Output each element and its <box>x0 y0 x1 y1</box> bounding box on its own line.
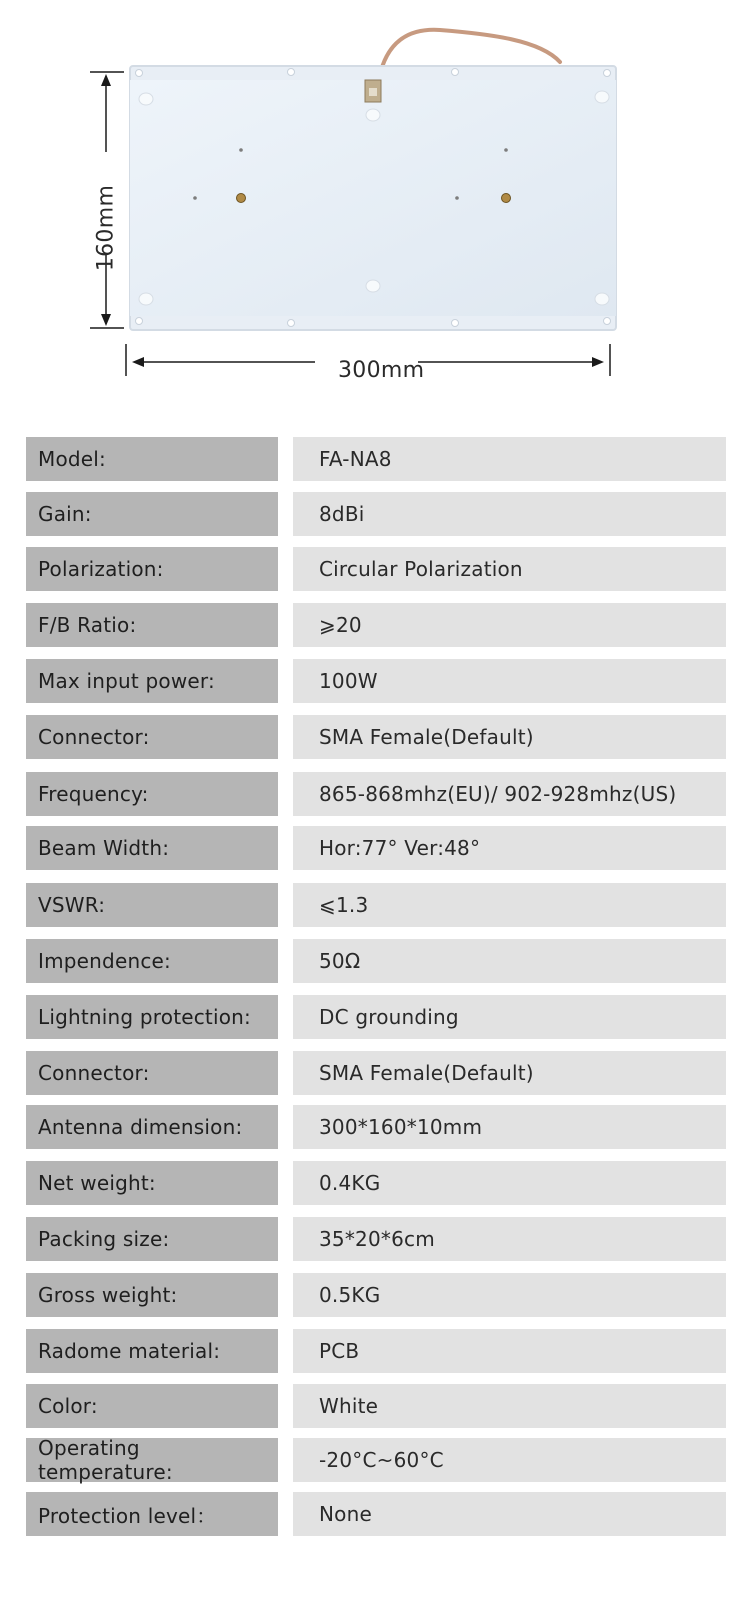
spec-label: Protection level： <box>26 1492 278 1536</box>
spec-row <box>26 547 726 591</box>
spec-row <box>26 1384 726 1428</box>
spec-row <box>26 492 726 536</box>
spec-label: Polarization: <box>26 547 278 591</box>
spec-value: PCB <box>293 1329 726 1373</box>
spec-label: Max input power: <box>26 659 278 703</box>
spec-row <box>26 437 726 481</box>
spec-label: Beam Width: <box>26 826 278 870</box>
spec-value: 0.5KG <box>293 1273 726 1317</box>
spec-row <box>26 772 726 816</box>
spec-label: Model: <box>26 437 278 481</box>
spec-row <box>26 1329 726 1373</box>
spec-label: Packing size: <box>26 1217 278 1261</box>
spec-value: Circular Polarization <box>293 547 726 591</box>
antenna-figure <box>0 0 750 410</box>
spec-label: Connector: <box>26 1051 278 1095</box>
spec-row <box>26 1438 726 1482</box>
spec-row <box>26 995 726 1039</box>
spec-row <box>26 883 726 927</box>
spec-label: F/B Ratio: <box>26 603 278 647</box>
spec-value: ⩾20 <box>293 603 726 647</box>
spec-value: Hor:77° Ver:48° <box>293 826 726 870</box>
spec-label: Gain: <box>26 492 278 536</box>
spec-value: ⩽1.3 <box>293 883 726 927</box>
width-label: 300mm <box>338 358 425 383</box>
spec-row <box>26 603 726 647</box>
spec-label: Impendence: <box>26 939 278 983</box>
spec-label: Operating temperature: <box>26 1438 278 1482</box>
spec-row <box>26 826 726 870</box>
spec-value: 8dBi <box>293 492 726 536</box>
spec-row <box>26 1161 726 1205</box>
spec-row <box>26 1105 726 1149</box>
spec-label: Frequency: <box>26 772 278 816</box>
spec-row <box>26 1051 726 1095</box>
spec-label: Gross weight: <box>26 1273 278 1317</box>
spec-row <box>26 715 726 759</box>
spec-value: DC grounding <box>293 995 726 1039</box>
spec-label: Antenna dimension: <box>26 1105 278 1149</box>
spec-row <box>26 1217 726 1261</box>
spec-label: Lightning protection: <box>26 995 278 1039</box>
spec-value: SMA Female(Default) <box>293 715 726 759</box>
spec-value: SMA Female(Default) <box>293 1051 726 1095</box>
spec-row <box>26 939 726 983</box>
spec-value: -20°C~60°C <box>293 1438 726 1482</box>
spec-value: 50Ω <box>293 939 726 983</box>
spec-value: White <box>293 1384 726 1428</box>
spec-label: VSWR: <box>26 883 278 927</box>
spec-value: 35*20*6cm <box>293 1217 726 1261</box>
spec-value: 0.4KG <box>293 1161 726 1205</box>
spec-value: None <box>293 1492 726 1536</box>
spec-value: 865-868mhz(EU)/ 902-928mhz(US) <box>293 772 726 816</box>
spec-label: Color: <box>26 1384 278 1428</box>
spec-row <box>26 659 726 703</box>
spec-value: 100W <box>293 659 726 703</box>
height-label: 160mm <box>93 184 119 272</box>
spec-label: Net weight: <box>26 1161 278 1205</box>
spec-value: FA-NA8 <box>293 437 726 481</box>
spec-row <box>26 1273 726 1317</box>
spec-label: Radome material: <box>26 1329 278 1373</box>
spec-row <box>26 1492 726 1536</box>
spec-label: Connector: <box>26 715 278 759</box>
spec-value: 300*160*10mm <box>293 1105 726 1149</box>
